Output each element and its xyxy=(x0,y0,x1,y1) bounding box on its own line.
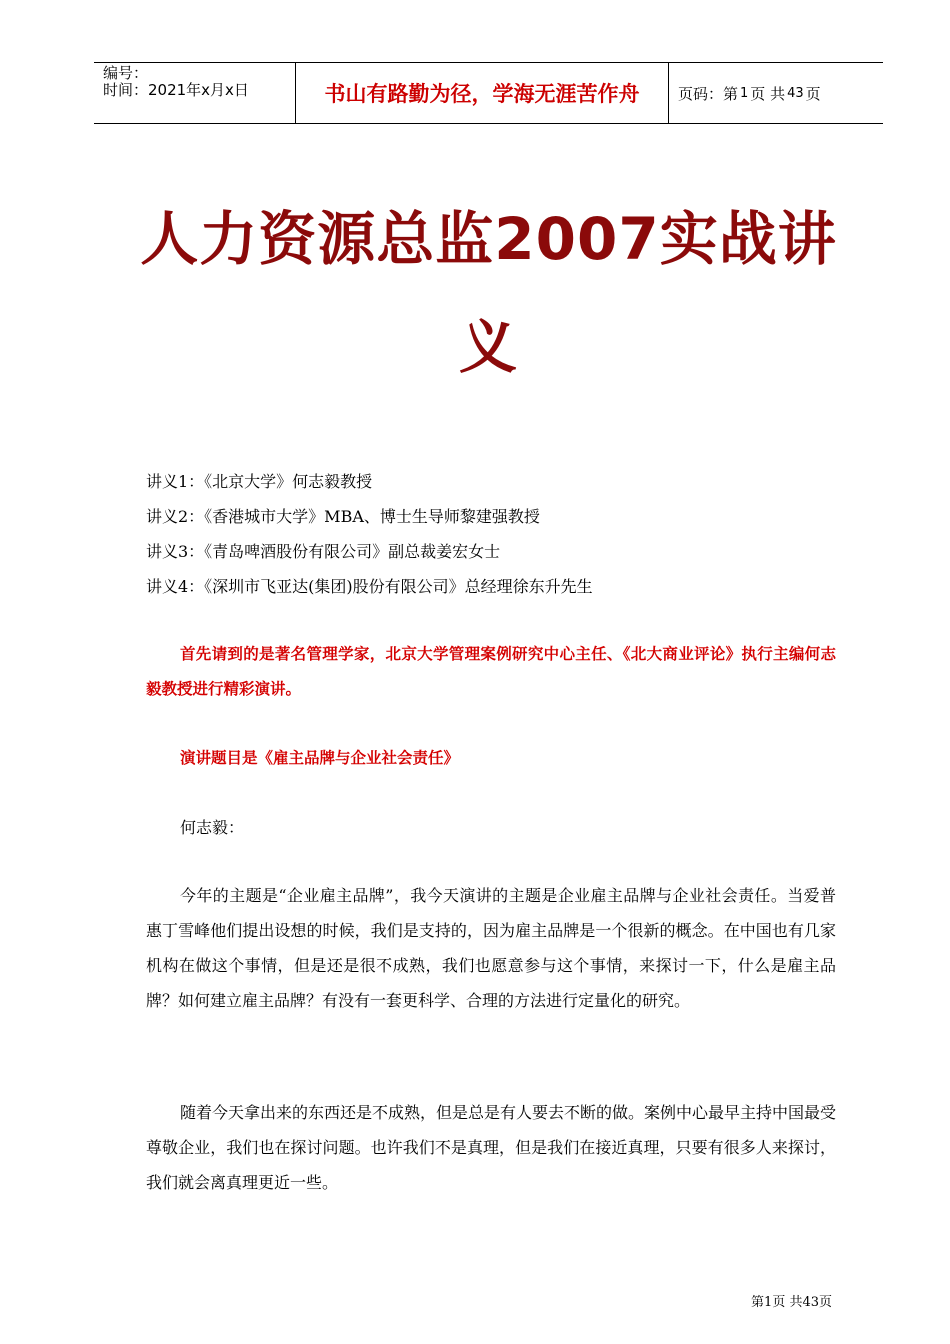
header-motto: 书山有路勤为径，学海无涯苦作舟 xyxy=(295,63,669,123)
lecture-item: 讲义4：《深圳市飞亚达(集团)股份有限公司》总经理徐东升先生 xyxy=(146,577,593,596)
intro-paragraph: 首先请到的是著名管理学家，北京大学管理案例研究中心主任、《北大商业评论》执行主编何志毅教授进行精彩演讲。 xyxy=(146,645,836,698)
page-current: 1 xyxy=(740,85,749,101)
page-footer: 第1页 共43页 xyxy=(751,1295,832,1310)
lecture-item: 讲义2：《香港城市大学》MBA、博士生导师黎建强教授 xyxy=(146,507,540,526)
page-middle: 页 共 xyxy=(750,84,786,103)
speaker-label: 何志毅： xyxy=(180,818,245,837)
body-paragraph: 随着今天拿出来的东西还是不成熟，但是总是有人要去不断的做。案例中心最早主持中国最受尊敬企业，我们也在探讨问题。也许我们不是真理，但是我们在接近真理，只要有很多人来探讨，我们就会离真理更近一些。 xyxy=(146,1103,837,1192)
page-prefix: 页码：第 xyxy=(678,84,739,103)
speech-title: 演讲题目是《雇主品牌与企业社会责任》 xyxy=(180,749,460,767)
time-label: 时间：2021年x月x日 xyxy=(103,81,249,99)
lecture-item: 讲义3：《青岛啤酒股份有限公司》副总裁姜宏女士 xyxy=(146,542,501,561)
lecture-item: 讲义1：《北京大学》何志毅教授 xyxy=(146,472,373,491)
number-label: 编号： xyxy=(103,64,149,82)
page-header xyxy=(94,62,883,124)
lecture-list xyxy=(146,464,866,604)
document-title xyxy=(94,185,883,401)
title-line-2: 义 xyxy=(458,313,518,381)
page-suffix: 页 xyxy=(805,84,821,103)
body-paragraph: 今年的主题是“企业雇主品牌”，我今天演讲的主题是企业雇主品牌与企业社会责任。当爱普惠丁雪峰他们提出设想的时候，我们是支持的，因为雇主品牌是一个很新的概念。在中国也有几家机构在做这个事情，但是还是很不成熟，我们也愿意参与这个事情，来探讨一下，什么是雇主品牌？如何建立雇主品牌？有没有一套更科学、合理的方法进行定量化的研究。 xyxy=(146,886,836,1010)
header-page-number xyxy=(669,63,883,123)
title-line-1: 人力资源总监2007实战讲 xyxy=(140,205,837,273)
header-meta xyxy=(94,63,295,123)
page-total: 43 xyxy=(787,85,804,101)
